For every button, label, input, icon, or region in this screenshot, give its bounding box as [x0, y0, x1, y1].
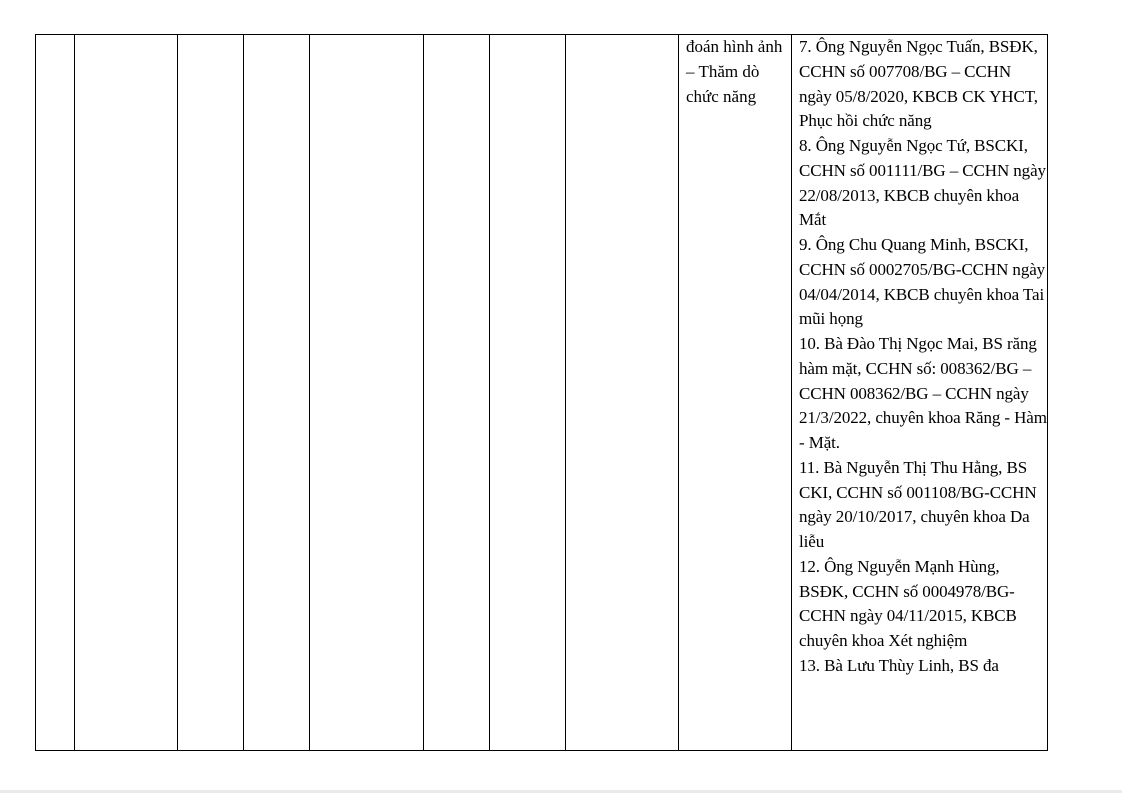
- table-cell-empty: [490, 35, 566, 751]
- table-cell-empty: [36, 35, 75, 751]
- table-cell-empty: [178, 35, 244, 751]
- staff-list-cell: 7. Ông Nguyễn Ngọc Tuấn, BSĐK, CCHN số 007708/BG – CCHN ngày 05/8/2020, KBCB CK YHCT, Phục hồi chức năng 8. Ông Nguyễn Ngọc Tứ, BSCKI, CCHN số 001111/BG – CCHN ngày 22/08/2013, KBCB chuyên khoa Mắt 9. Ông Chu Quang Minh, BSCKI, CCHN số 0002705/BG-CCHN ngày 04/04/2014, KBCB chuyên khoa Tai mũi họng 10. Bà Đào Thị Ngọc Mai, BS răng hàm mặt, CCHN số: 008362/BG – CCHN 008362/BG – CCHN ngày 21/3/2022, chuyên khoa Răng - Hàm - Mặt. 11. Bà Nguyễn Thị Thu Hằng, BS CKI, CCHN số 001108/BG-CCHN ngày 20/10/2017, chuyên khoa Da liễu 12. Ông Nguyễn Mạnh Hùng, BSĐK, CCHN số 0004978/BG-CCHN ngày 04/11/2015, KBCB chuyên khoa Xét nghiệm 13. Bà Lưu Thùy Linh, BS đa: [792, 35, 1048, 751]
- table-cell-empty: [424, 35, 490, 751]
- method-cell: đoán hình ảnh – Thăm dò chức năng: [679, 35, 792, 751]
- table-row: [36, 35, 1048, 751]
- table-cell-empty: [75, 35, 178, 751]
- table-cell-empty: [566, 35, 679, 751]
- table-cell-empty: [310, 35, 424, 751]
- staff-table: [35, 34, 1048, 751]
- table-cell-empty: [244, 35, 310, 751]
